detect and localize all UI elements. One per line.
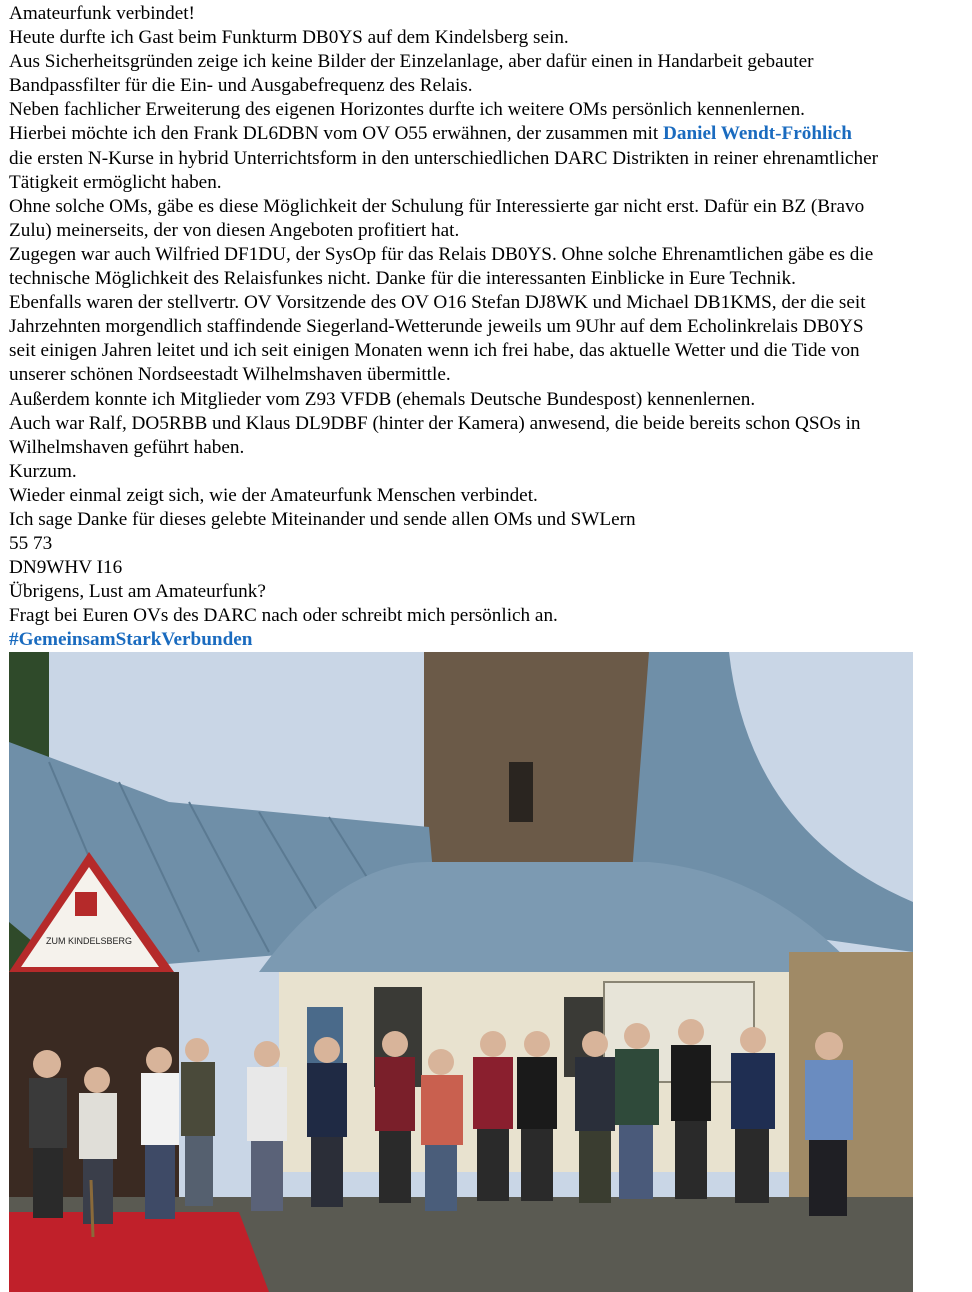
post-line: Heute durfte ich Gast beim Funkturm DB0YS auf dem Kindelsberg sein. <box>9 27 569 49</box>
person <box>615 1023 659 1199</box>
group-photo <box>9 652 913 1292</box>
post-line: Ebenfalls waren der stellvertr. OV Vorsitzende des OV O16 Stefan DJ8WK und Michael DB1KMS, der die seit <box>9 292 866 314</box>
sign-text: ZUM KINDELSBERG <box>45 936 133 946</box>
hashtag-link[interactable]: #GemeinsamStarkVerbunden <box>9 629 253 651</box>
post-line: Neben fachlicher Erweiterung des eigenen Horizontes durfte ich weitere OMs persönlich kennenlernen. <box>9 99 805 121</box>
red-carpet <box>9 1212 269 1292</box>
person <box>731 1027 775 1203</box>
post-line: technische Möglichkeit des Relaisfunkes nicht. Danke für die interessanten Einblicke in Eure Technik. <box>9 268 796 290</box>
post-line: Amateurfunk verbindet! <box>9 3 195 24</box>
post-line: die ersten N-Kurse in hybrid Unterrichtsform in den unterschiedlichen DARC Distrikten in reiner ehrenamtlicher <box>9 147 879 169</box>
post-line: Tätigkeit ermöglicht haben. <box>9 171 222 193</box>
post-line: 55 73 <box>9 533 53 555</box>
person <box>181 1038 215 1206</box>
post-line: Ohne solche OMs, gäbe es diese Möglichkeit der Schulung für Interessierte gar nicht erst. Dafür ein BZ (Bravo <box>9 195 865 217</box>
post-line: Auch war Ralf, DO5RBB und Klaus DL9DBF (hinter der Kamera) anwesend, die beide bereits schon QSOs in <box>9 412 861 434</box>
post-line: Wilhelmshaven geführt haben. <box>9 436 245 458</box>
post-line: Zugegen war auch Wilfried DF1DU, der SysOp für das Relais DB0YS. Ohne solche Ehrenamtlichen gäbe es die <box>9 243 874 265</box>
post-line: DN9WHV I16 <box>9 557 123 579</box>
walking-stick <box>91 1180 93 1237</box>
tower-window <box>509 762 533 822</box>
post-text <box>9 2 969 653</box>
post-line: Jahrzehnten morgendlich staffindende Siegerland-Wetterunde jeweils um 9Uhr auf dem Echolinkrelais DB0YS <box>9 316 864 338</box>
post-line: Aus Sicherheitsgründen zeige ich keine Bilder der Einzelanlage, aber dafür einen in Handarbeit gebauter <box>9 51 814 73</box>
sign-emblem <box>75 892 97 916</box>
post-line: seit einigen Jahren leitet und ich seit einigen Monaten wenn ich frei habe, das aktuelle Wetter und die Tide von <box>9 340 860 362</box>
post-line: Übrigens, Lust am Amateurfunk? <box>9 581 266 603</box>
post-line-with-mention <box>9 122 969 146</box>
post-line: Hierbei möchte ich den Frank DL6DBN vom OV O55 erwähnen, der zusammen mit <box>9 123 663 145</box>
post-line: Fragt bei Euren OVs des DARC nach oder schreibt mich persönlich an. <box>9 605 558 627</box>
post-line: Bandpassfilter für die Ein- und Ausgabefrequenz des Relais. <box>9 75 473 97</box>
post-line: Wieder einmal zeigt sich, wie der Amateurfunk Menschen verbindet. <box>9 484 538 506</box>
post-line: Ich sage Danke für dieses gelebte Miteinander und sende allen OMs und SWLern <box>9 508 636 530</box>
post-line: Kurzum. <box>9 460 77 482</box>
person <box>671 1019 711 1199</box>
post-line: unserer schönen Nordseestadt Wilhelmshaven übermittle. <box>9 364 451 386</box>
mention-link[interactable]: Daniel Wendt-Fröhlich <box>663 123 852 145</box>
post-line: Zulu) meinerseits, der von diesen Angeboten profitiert hat. <box>9 219 460 241</box>
post-line: Außerdem konnte ich Mitglieder vom Z93 VFDB (ehemals Deutsche Bundespost) kennenlernen. <box>9 388 756 410</box>
